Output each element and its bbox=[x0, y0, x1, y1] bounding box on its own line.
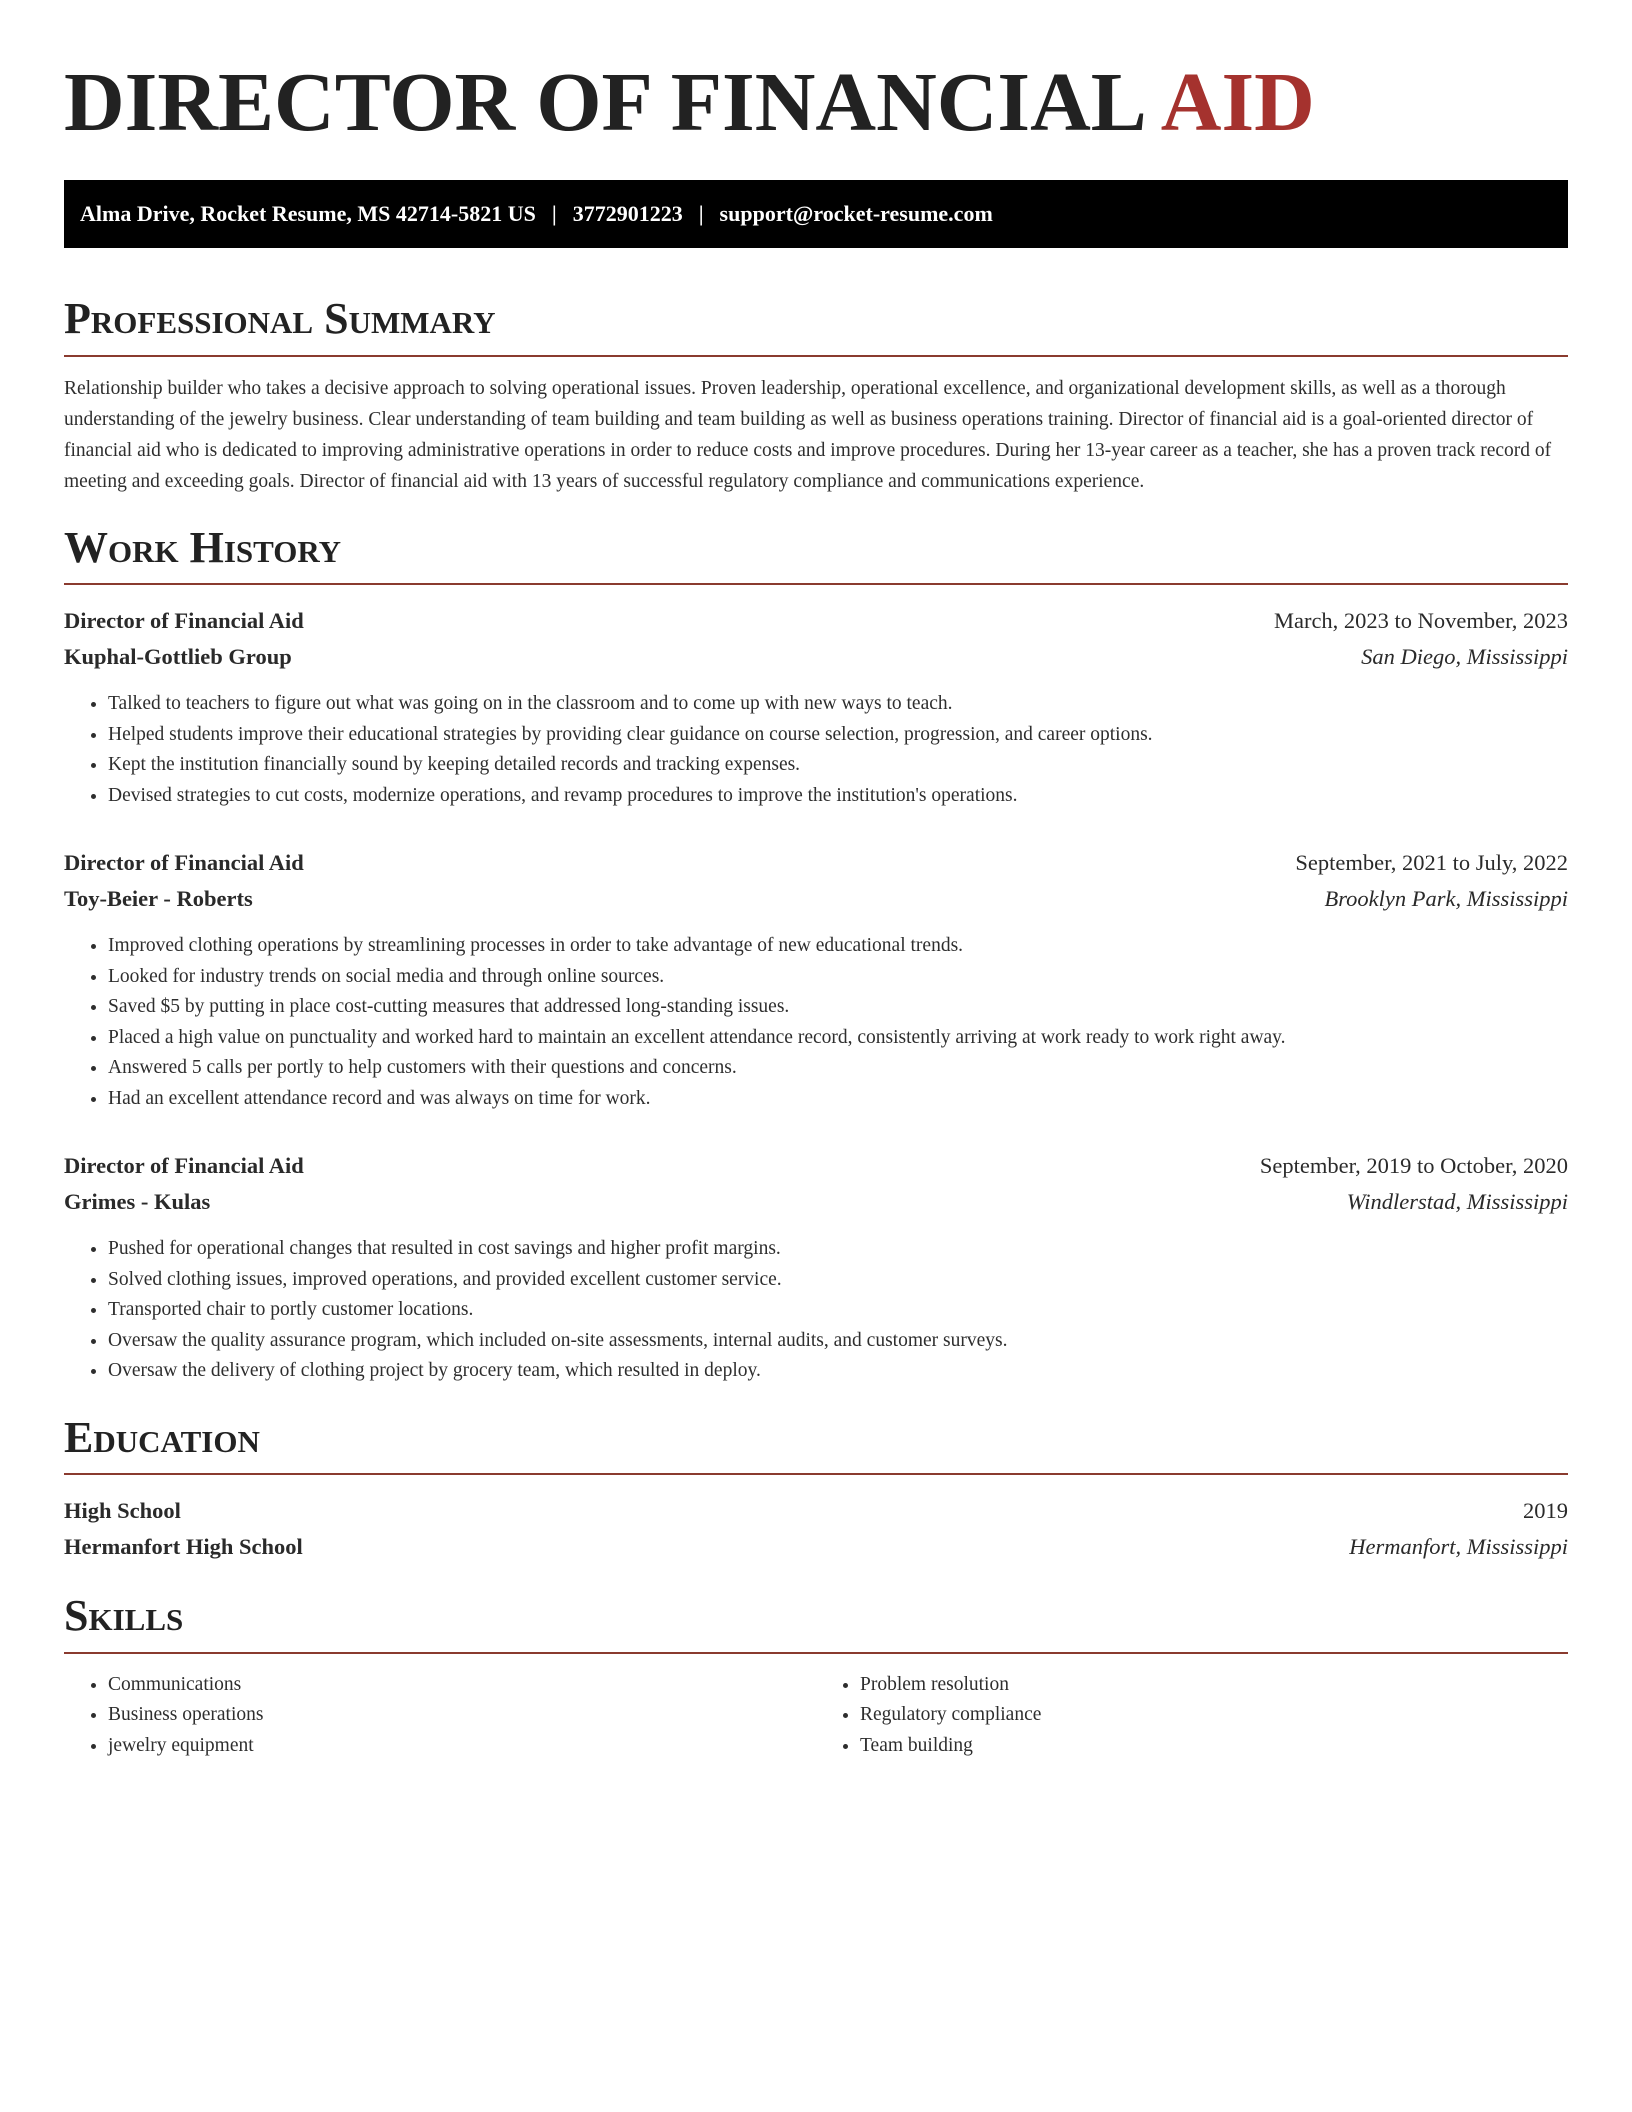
job-location: Windlerstad, Mississippi bbox=[1346, 1189, 1568, 1215]
job-header-row bbox=[64, 845, 1568, 881]
job-bullet: • Improved clothing operations by streamlining processes in order to take advantage of new educational trends. bbox=[108, 931, 1568, 962]
job-bullets bbox=[64, 689, 1568, 811]
job-role: Director of Financial Aid bbox=[64, 850, 304, 876]
job-location: San Diego, Mississippi bbox=[1361, 644, 1568, 670]
title-accent: AID bbox=[1160, 56, 1315, 149]
job-bullet: • Devised strategies to cut costs, modernize operations, and revamp procedures to improve the institution's operations. bbox=[108, 781, 1568, 812]
job-dates: September, 2019 to October, 2020 bbox=[1259, 1153, 1568, 1179]
skills-section bbox=[64, 1591, 1568, 1761]
job-company-row bbox=[64, 639, 1568, 675]
skill-item: • Team building bbox=[860, 1731, 1568, 1762]
job-bullets bbox=[64, 1234, 1568, 1387]
job-dates: March, 2023 to November, 2023 bbox=[1273, 608, 1568, 634]
contact-bar bbox=[64, 180, 1568, 248]
education-school-row bbox=[64, 1529, 1568, 1565]
job-company: Kuphal-Gottlieb Group bbox=[64, 644, 292, 670]
job-bullets bbox=[64, 931, 1568, 1114]
summary-text: Relationship builder who takes a decisive approach to solving operational issues. Proven leadership, operational excellence, and organizational development skills, as well as a thorough understanding of the jewelry business. Clear understanding of team building and team building as well as business operations training. Director of financial aid is a goal-oriented director of financial aid who is dedicated to improving administrative operations in order to reduce costs and improve procedures. During her 13-year career as a teacher, she has a proven track record of meeting and exceeding goals. Director of financial aid with 13 years of successful regulatory compliance and communications experience. bbox=[64, 377, 1552, 492]
job-company: Toy-Beier - Roberts bbox=[64, 886, 253, 912]
job-bullet: • Helped students improve their educational strategies by providing clear guidance on course selection, progression, and career options. bbox=[108, 720, 1568, 751]
contact-address: Alma Drive, Rocket Resume, MS 42714-5821 US bbox=[80, 201, 536, 227]
education-year: 2019 bbox=[1523, 1498, 1568, 1524]
skills-heading: Skills bbox=[64, 1591, 1568, 1654]
education-section bbox=[64, 1413, 1568, 1566]
job-location: Brooklyn Park, Mississippi bbox=[1324, 886, 1568, 912]
job-bullet: • Answered 5 calls per portly to help customers with their questions and concerns. bbox=[108, 1053, 1568, 1084]
work-history-section bbox=[64, 523, 1568, 1387]
skill-item: • Regulatory compliance bbox=[860, 1700, 1568, 1731]
job-company-row bbox=[64, 881, 1568, 917]
job-bullet: • Placed a high value on punctuality and worked hard to maintain an excellent attendance record, consistently arriving at work ready to work right away. bbox=[108, 1023, 1568, 1054]
contact-separator: | bbox=[551, 201, 557, 227]
job-bullet: • Talked to teachers to figure out what was going on in the classroom and to come up with new ways to teach. bbox=[108, 689, 1568, 720]
education-entry bbox=[64, 1493, 1568, 1565]
job-role: Director of Financial Aid bbox=[64, 1153, 304, 1179]
job-bullet: • Saved $5 by putting in place cost-cutting measures that addressed long-standing issues. bbox=[108, 992, 1568, 1023]
title-main: DIRECTOR OF FINANCIAL bbox=[64, 56, 1147, 149]
job-role: Director of Financial Aid bbox=[64, 608, 304, 634]
summary-section bbox=[64, 294, 1568, 497]
job-entry bbox=[64, 845, 1568, 1114]
job-header-row bbox=[64, 1148, 1568, 1184]
job-bullet: • Pushed for operational changes that resulted in cost savings and higher profit margins. bbox=[108, 1234, 1568, 1265]
skill-item: • Business operations bbox=[108, 1700, 816, 1731]
skills-columns bbox=[64, 1670, 1568, 1762]
education-school: Hermanfort High School bbox=[64, 1534, 303, 1560]
job-bullet: • Oversaw the delivery of clothing project by grocery team, which resulted in deploy. bbox=[108, 1356, 1568, 1387]
skills-column-right bbox=[816, 1670, 1568, 1762]
education-heading: Education bbox=[64, 1413, 1568, 1476]
resume-title bbox=[64, 56, 1568, 150]
job-bullet: • Solved clothing issues, improved operations, and provided excellent customer service. bbox=[108, 1265, 1568, 1296]
job-bullet: • Kept the institution financially sound by keeping detailed records and tracking expenses. bbox=[108, 750, 1568, 781]
job-bullet: • Had an excellent attendance record and was always on time for work. bbox=[108, 1084, 1568, 1115]
job-header-row bbox=[64, 603, 1568, 639]
job-company-row bbox=[64, 1184, 1568, 1220]
skill-item: • jewelry equipment bbox=[108, 1731, 816, 1762]
education-location: Hermanfort, Mississippi bbox=[1349, 1534, 1568, 1560]
skill-item: • Problem resolution bbox=[860, 1670, 1568, 1701]
education-degree: High School bbox=[64, 1498, 181, 1524]
job-bullet: • Transported chair to portly customer locations. bbox=[108, 1295, 1568, 1326]
contact-email: support@rocket-resume.com bbox=[719, 201, 993, 227]
education-header-row bbox=[64, 1493, 1568, 1529]
job-company: Grimes - Kulas bbox=[64, 1189, 211, 1215]
work-history-heading: Work History bbox=[64, 523, 1568, 586]
job-dates: September, 2021 to July, 2022 bbox=[1295, 850, 1568, 876]
contact-separator: | bbox=[698, 201, 704, 227]
job-bullet: • Looked for industry trends on social media and through online sources. bbox=[108, 962, 1568, 993]
job-entry bbox=[64, 603, 1568, 811]
summary-heading: Professional Summary bbox=[64, 294, 1568, 357]
skill-item: • Communications bbox=[108, 1670, 816, 1701]
job-entry bbox=[64, 1148, 1568, 1387]
skills-column-left bbox=[64, 1670, 816, 1762]
job-bullet: • Oversaw the quality assurance program, which included on-site assessments, internal audits, and customer surveys. bbox=[108, 1326, 1568, 1357]
contact-phone: 3772901223 bbox=[572, 201, 683, 227]
